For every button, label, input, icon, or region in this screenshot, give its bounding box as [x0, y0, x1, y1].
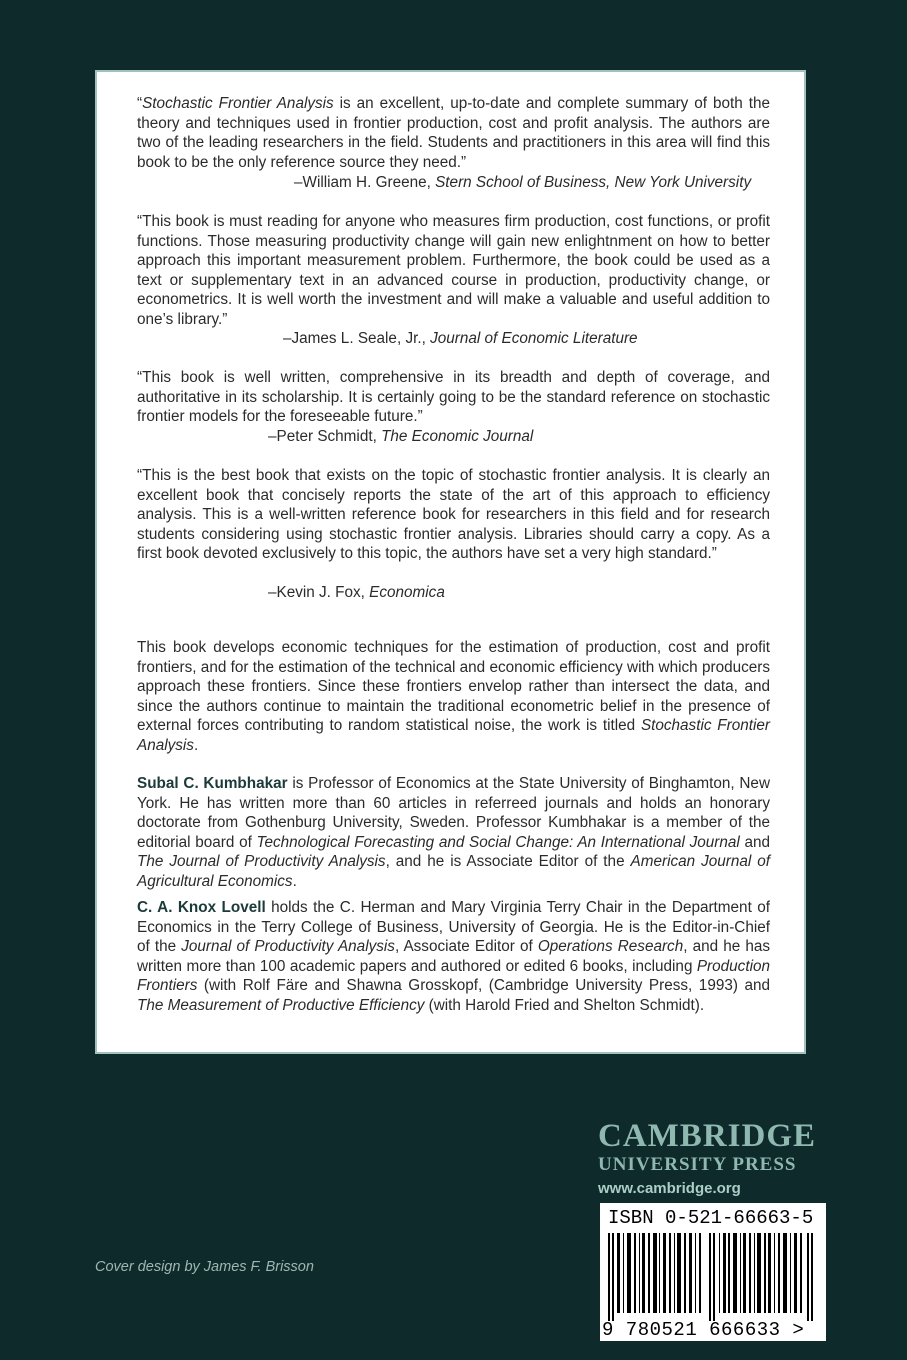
- review-schmidt-attribution: –Peter Schmidt, The Economic Journal: [268, 428, 534, 445]
- review-schmidt: “This book is well written, comprehensive in its breadth and depth of coverage, and authoritative in its scholarship. It is certainly going to be the standard reference on stochastic frontier models for the foreseeable future.”: [137, 369, 770, 425]
- cover-credit: Cover design by James F. Brisson: [95, 1259, 314, 1275]
- review-greene-attribution: –William H. Greene, Stern School of Business, New York University: [294, 174, 752, 191]
- isbn-number: ISBN 0-521-66663-5: [608, 1207, 814, 1229]
- isbn-barcode: [600, 1203, 826, 1341]
- publisher-name: CAMBRIDGE: [598, 1118, 817, 1154]
- review-fox: “This is the best book that exists on the topic of stochastic frontier analysis. It is clearly an excellent book that concisely reports the state of the art of this approach to efficiency analysis. This is a well-written reference book for researchers in this field and for research students considering using stochastic frontier analysis. Libraries should carry a copy. As a first book devoted exclusively to this topic, the authors have set a very high standard.”: [137, 467, 770, 562]
- author-name: C. A. Knox Lovell: [137, 899, 266, 916]
- author-bio-kumbhakar: Subal C. Kumbhakar is Professor of Economics at the State University of Binghamton, New York. He has written more than 60 articles in referreed journals and holds an honorary doctorate from Gothenburg University, Sweden. Professor Kumbhakar is a member of the editorial board of Technological Forecasting and Social Change: An International Journal and The Journal of Productivity Analysis, and he is Associate Editor of the American Journal of Agricultural Economics.: [137, 775, 771, 890]
- publisher-logo: [598, 1118, 816, 1197]
- publisher-subname: UNIVERSITY PRESS: [598, 1154, 797, 1175]
- review-greene: “Stochastic Frontier Analysis is an excellent, up-to-date and complete summary of both the theory and techniques used in frontier production, cost and profit analysis. The authors are two of the leading researchers in the field. Students and practitioners in this area will find this book to be the only reference source they need.”: [137, 95, 770, 171]
- barcode-bars: [606, 1233, 820, 1321]
- back-cover-panel: [95, 70, 806, 1054]
- author-name: Subal C. Kumbhakar: [137, 775, 288, 792]
- review-seale: “This book is must reading for anyone who measures firm production, cost functions, or profit functions. Those measuring productivity change will gain new enlightnment on how to better approach this important measurement problem. Furthermore, the book could be used as a text or supplementary text in an advanced course in production, productivity change, or econometrics. It is well worth the investment and will make a valuable and useful addition to one’s library.”: [137, 213, 770, 328]
- book-description: This book develops economic techniques for the estimation of production, cost and profit frontiers, and for the estimation of the technical and economic efficiency with which producers approach these frontiers. Since these frontiers envelop rather than intersect the data, and since the authors continue to maintain the traditional econometric belief in the presence of external forces contributing to random statistical noise, the work is titled Stochastic Frontier Analysis.: [137, 639, 770, 754]
- barcode-digits: 9 780521 666633 >: [602, 1319, 805, 1341]
- publisher-url: www.cambridge.org: [598, 1180, 741, 1197]
- review-seale-attribution: –James L. Seale, Jr., Journal of Economic Literature: [283, 330, 638, 347]
- review-fox-attribution: –Kevin J. Fox, Economica: [268, 584, 445, 601]
- author-bio-lovell: C. A. Knox Lovell holds the C. Herman and Mary Virginia Terry Chair in the Department of Economics in the Terry College of Business, University of Georgia. He is the Editor-in-Chief of the Journal of Productivity Analysis, Associate Editor of Operations Research, and he has written more than 100 academic papers and authored or edited 6 books, including Production Frontiers (with Rolf Färe and Shawna Grosskopf, (Cambridge University Press, 1993) and The Measurement of Productive Efficiency (with Harold Fried and Shelton Schmidt).: [137, 899, 770, 1014]
